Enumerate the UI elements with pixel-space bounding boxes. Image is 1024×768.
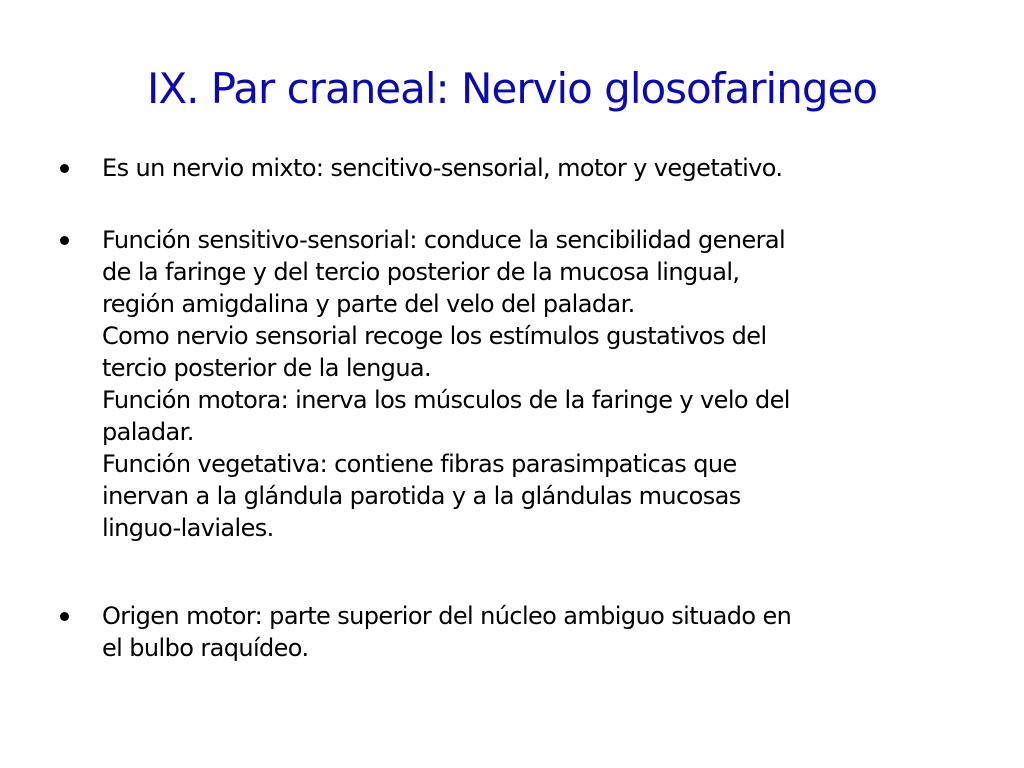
bullet-dot-icon: [60, 164, 69, 173]
bullet-text-line: Como nervio sensorial recoge los estímulos gustativos del: [102, 322, 767, 350]
bullet-text-line: Función sensitivo-sensorial: conduce la sencibilidad general: [102, 226, 786, 254]
bullet-dot-icon: [60, 236, 69, 245]
bullet-text-line: el bulbo raquídeo.: [102, 634, 309, 662]
slide-title: IX. Par craneal: Nervio glosofaringeo: [146, 64, 878, 113]
bullet-text-line: Función vegetativa: contiene fibras parasimpaticas que: [102, 450, 737, 478]
bullet-text-line: Es un nervio mixto: sencitivo-sensorial, motor y vegetativo.: [102, 154, 783, 182]
bullet-text-line: linguo-laviales.: [102, 514, 274, 542]
bullet-text-line: Función motora: inerva los músculos de la faringe y velo del: [102, 386, 790, 414]
bullet-text-line: paladar.: [102, 418, 194, 446]
bullet-text-line: de la faringe y del tercio posterior de la mucosa lingual,: [102, 258, 740, 286]
bullet-text-line: Origen motor: parte superior del núcleo ambiguo situado en: [102, 602, 792, 630]
bullet-item-mixed-nerve: [56, 152, 956, 184]
bullet-dot-icon: [60, 612, 69, 621]
bullet-item-functions: [56, 224, 956, 544]
bullet-item-motor-origin: [56, 600, 956, 664]
bullet-text-line: inervan a la glándula parotida y a la glándulas mucosas: [102, 482, 741, 510]
bullet-text-line: región amigdalina y parte del velo del paladar.: [102, 290, 635, 318]
bullet-list: [56, 152, 956, 664]
bullet-text-line: tercio posterior de la lengua.: [102, 354, 432, 382]
